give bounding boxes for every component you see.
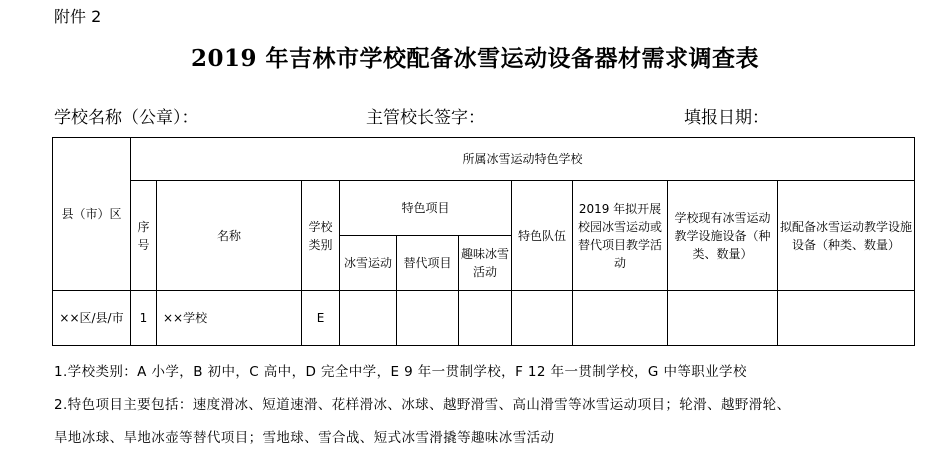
- existing-equipment-cell: [668, 291, 778, 346]
- school-name-label: 学校名称（公章）：: [54, 108, 199, 128]
- activity-cell: [573, 291, 668, 346]
- alternative-subheader: 替代项目: [397, 236, 459, 291]
- county-header: 县（市）区: [53, 138, 131, 291]
- survey-table: [52, 137, 915, 346]
- existing-equipment-header: 学校现有冰雪运动教学设施设备（种类、数量）: [668, 181, 778, 291]
- fill-date-label: 填报日期：: [684, 108, 769, 128]
- fun-activity-subheader: 趣味冰雪活动: [459, 236, 512, 291]
- feature-header: 特色项目: [340, 181, 512, 236]
- planned-equipment-cell: [778, 291, 915, 346]
- seq-header: 序号: [131, 181, 157, 291]
- attachment-label: 附件 2: [54, 7, 102, 26]
- document-title: 2019 年吉林市学校配备冰雪运动设备器材需求调查表: [190, 45, 760, 72]
- seq-cell: 1: [131, 291, 157, 346]
- table-row: [53, 291, 915, 346]
- note-feature-items-continued: 旱地冰球、旱地冰壶等替代项目；雪地球、雪合战、短式冰雪滑撬等趣味冰雪活动: [54, 430, 555, 446]
- name-cell: ××学校: [157, 291, 302, 346]
- ice-snow-subheader: 冰雪运动: [340, 236, 397, 291]
- table-header-row: [53, 138, 915, 181]
- team-header: 特色队伍: [512, 181, 573, 291]
- fun-activity-cell: [459, 291, 512, 346]
- activity-header: 2019 年拟开展校园冰雪运动或替代项目教学活动: [573, 181, 668, 291]
- note-school-type: 1.学校类别：A 小学，B 初中，C 高中，D 完全中学，E 9 年一贯制学校，F 12 年一贯制学校，G 中等职业学校: [54, 364, 747, 380]
- table-subheader-row: [53, 181, 915, 236]
- type-header: 学校类别: [302, 181, 340, 291]
- name-header: 名称: [157, 181, 302, 291]
- county-cell: ××区/县/市: [53, 291, 131, 346]
- ice-snow-cell: [340, 291, 397, 346]
- alternative-cell: [397, 291, 459, 346]
- note-feature-items: 2.特色项目主要包括：速度滑冰、短道速滑、花样滑冰、冰球、越野滑雪、高山滑雪等冰雪运动项目；轮滑、越野滑轮、: [54, 397, 791, 413]
- planned-equipment-header: 拟配备冰雪运动教学设施设备（种类、数量）: [778, 181, 915, 291]
- group-header: 所属冰雪运动特色学校: [131, 138, 915, 181]
- principal-signature-label: 主管校长签字：: [366, 108, 485, 128]
- team-cell: [512, 291, 573, 346]
- type-cell: E: [302, 291, 340, 346]
